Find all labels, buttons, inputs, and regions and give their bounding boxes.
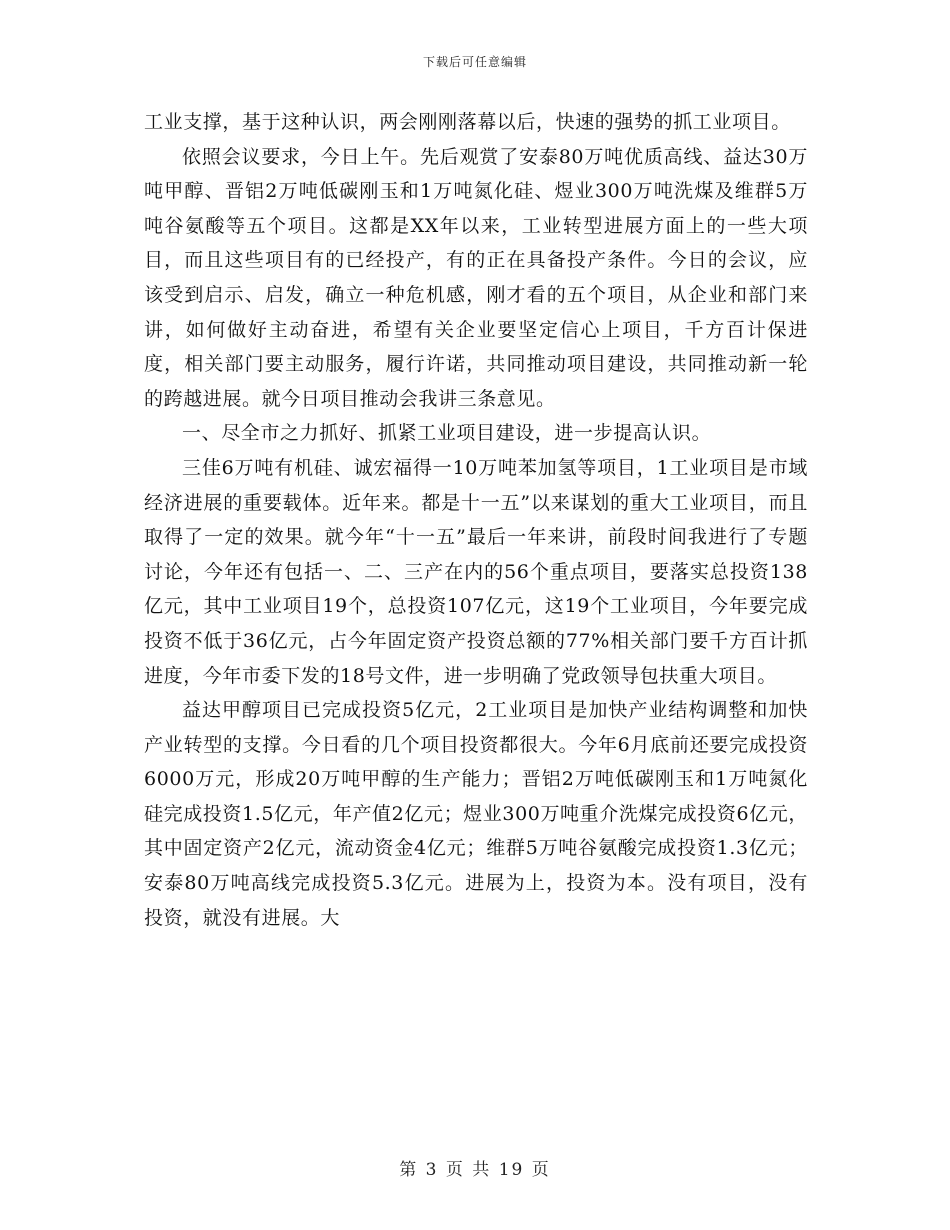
paragraph-3-heading: 一、尽全市之力抓好、抓紧工业项目建设，进一步提高认识。 xyxy=(182,422,712,445)
paragraph-4: 三佳6万吨有机硅、诚宏福得一10万吨苯加氢等项目，1工业项目是市域经济进展的重要载体。近年来。都是十一五”以来谋划的重大工业项目，而且取得了一定的效果。就今年“十一五”最后一年来讲，前段时间我进行了专题讨论，今年还有包括一、二、三产在内的56个重点项目，要落实总投资138亿元，其中工业项目19个，总投资107亿元，这19个工业项目，今年要完成投资不低于36亿元，占今年固定资产投资总额的77%相关部门要千方百计抓进度，今年市委下发的18号文件，进一步明确了党政领导包扶重大项目。 xyxy=(144,456,808,687)
paragraph-1: 工业支撑，基于这种认识，两会刚刚落幕以后，快速的强势的抓工业项目。 xyxy=(144,111,791,133)
page-header: 下载后可任意编辑 xyxy=(422,55,527,69)
paragraph-5: 益达甲醇项目已完成投资5亿元，2工业项目是加快产业结构调整和加快产业转型的支撑。今日看的几个项目投资都很大。今年6月底前还要完成投资6000万元，形成20万吨甲醇的生产能力；晋铝2万吨低碳刚玉和1万吨氮化硅完成投资1.5亿元，年产值2亿元；煜业300万吨重介洗煤完成投资6亿元，其中固定资产2亿元，流动资金4亿元；维群5万吨谷氨酸完成投资1.3亿元；安泰80万吨高线完成投资5.3亿元。进展为上，投资为本。没有项目，没有投资，就没有进展。大 xyxy=(144,699,808,929)
paragraph-2: 依照会议要求，今日上午。先后观赏了安泰80万吨优质高线、益达30万吨甲醇、晋铝2万吨低碳刚玉和1万吨氮化硅、煜业300万吨洗煤及维群5万吨谷氨酸等五个项目。这都是XX年以来，工业转型进展方面上的一些大项目，而且这些项目有的已经投产，有的正在具备投产条件。今日的会议，应该受到启示、启发，确立一种危机感，刚才看的五个项目，从企业和部门来讲，如何做好主动奋进，希望有关企业要坚定信心上项目，千方百计保进度，相关部门要主动服务，履行许诺，共同推动项目建设，共同推动新一轮的跨越进展。就今日项目推动会我讲三条意见。 xyxy=(144,145,808,410)
page-number: 第 3 页 共 19 页 xyxy=(399,1160,551,1180)
document-body xyxy=(144,105,808,935)
